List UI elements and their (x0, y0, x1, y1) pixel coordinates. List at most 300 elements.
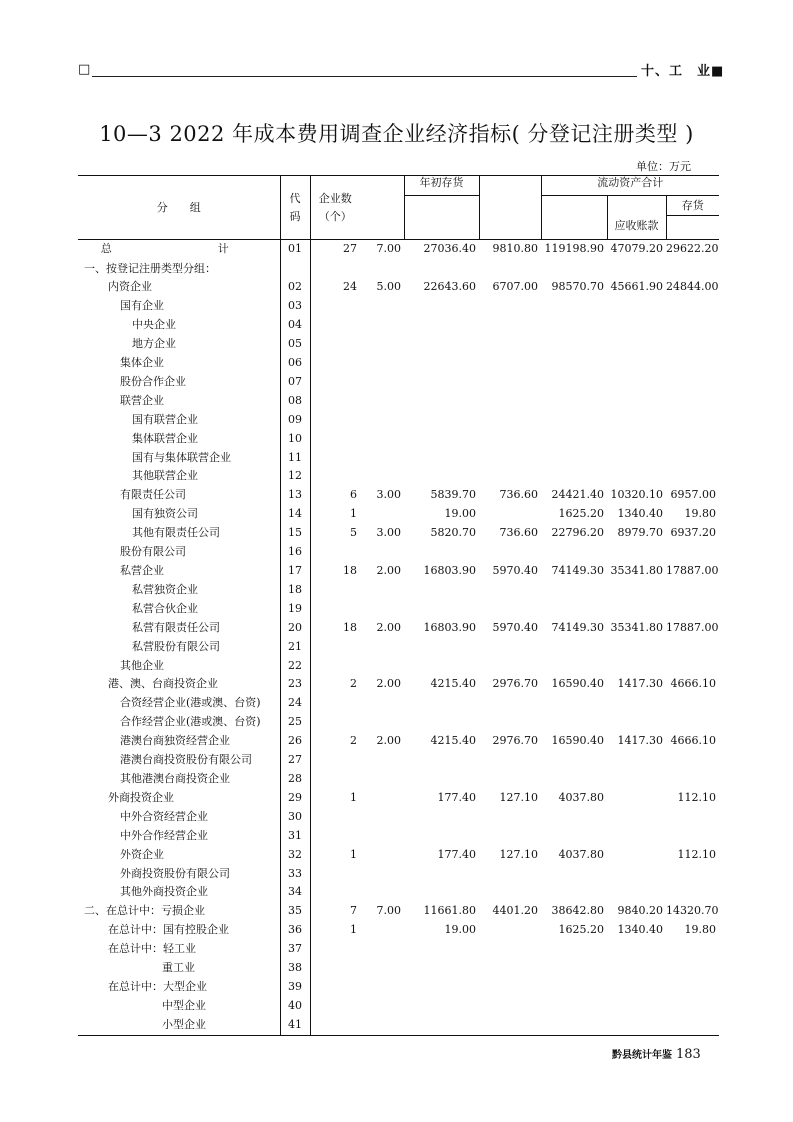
row-value-c7 (666, 297, 719, 316)
row-label: 外商投资股份有限公司 (78, 865, 280, 884)
row-value-c7 (666, 997, 719, 1016)
row-value-c4 (479, 865, 541, 884)
row-value-c5 (541, 638, 607, 657)
row-value-c5 (541, 751, 607, 770)
row-code: 28 (280, 770, 310, 789)
row-value-c5 (541, 997, 607, 1016)
row-value-c7: 112.10 (677, 790, 717, 804)
row-value-c7 (666, 260, 719, 279)
row-value-c4 (479, 316, 541, 335)
row-value-c1 (310, 978, 360, 997)
header-blank-a (360, 176, 404, 240)
row-code: 38 (280, 959, 310, 978)
row-value-c6: 1417.30 (617, 734, 663, 748)
row-value-c1 (310, 770, 360, 789)
row-value-c6 (607, 713, 666, 732)
row-value-c2 (360, 449, 404, 468)
row-value-c1 (310, 449, 360, 468)
yearbook-name: 黔县统计年鉴 (612, 1050, 672, 1061)
row-value-c2: 3.00 (376, 526, 401, 540)
row-value-c1 (310, 430, 360, 449)
row-value-c2 (360, 316, 404, 335)
row-code: 30 (280, 808, 310, 827)
row-value-c2 (360, 411, 404, 430)
row-code: 11 (280, 449, 310, 468)
row-value-c7: 19.80 (684, 507, 717, 521)
row-value-c3: 27036.40 (404, 240, 479, 260)
row-value-c4 (479, 505, 541, 524)
row-value-c2 (360, 430, 404, 449)
row-value-c7 (666, 751, 719, 770)
table-row (78, 600, 719, 619)
row-code: 27 (280, 751, 310, 770)
row-label: 股份合作企业 (78, 373, 280, 392)
row-value-c3: 19.00 (444, 507, 476, 521)
row-value-c1 (310, 392, 360, 411)
row-value-c2: 2.00 (376, 564, 401, 577)
row-label: 中型企业 (78, 997, 280, 1016)
row-value-c5 (541, 657, 607, 676)
row-value-c1 (310, 297, 360, 316)
row-value-c2 (360, 657, 404, 676)
row-value-c7 (666, 354, 719, 373)
row-value-c7: 17887.00 (666, 620, 719, 634)
row-value-c2 (360, 467, 404, 486)
row-value-c2 (360, 940, 404, 959)
header-rule (92, 76, 637, 77)
row-label: 私营股份有限公司 (78, 638, 280, 657)
row-value-c6 (607, 297, 666, 316)
row-value-c4 (479, 770, 541, 789)
row-code: 36 (280, 921, 310, 940)
row-value-c6 (607, 581, 666, 600)
row-value-c5 (541, 713, 607, 732)
table-row (78, 240, 719, 260)
row-value-c3: 4215.40 (430, 677, 476, 691)
row-value-c7: 24844.00 (666, 280, 719, 294)
row-value-c3 (404, 373, 479, 392)
header-blank-c (404, 196, 479, 240)
row-value-c2 (360, 260, 404, 279)
row-value-c2 (360, 770, 404, 789)
row-value-c2 (360, 600, 404, 619)
row-value-c5 (541, 694, 607, 713)
row-value-c2 (360, 354, 404, 373)
row-value-c7 (666, 638, 719, 657)
row-value-c3 (404, 713, 479, 732)
row-value-c2: 5.00 (376, 280, 401, 294)
row-value-c6 (607, 846, 666, 865)
row-value-c7 (666, 865, 719, 884)
header-count-line1: 企业数 (318, 191, 352, 205)
row-value-c5: 16590.40 (551, 677, 604, 691)
table-row (78, 865, 719, 884)
row-label: 港、澳、台商投资企业 (78, 675, 280, 694)
row-value-c3 (404, 827, 479, 846)
row-code: 02 (280, 278, 310, 297)
table-row (78, 562, 719, 581)
row-code: 34 (280, 883, 310, 902)
table-row (78, 619, 719, 638)
table-row (78, 581, 719, 600)
table-header (78, 176, 719, 240)
table-row (78, 392, 719, 411)
row-value-c5 (541, 392, 607, 411)
row-value-c4 (479, 354, 541, 373)
row-value-c6 (607, 770, 666, 789)
row-value-c6 (607, 827, 666, 846)
row-value-c4: 2976.70 (492, 734, 538, 748)
row-value-c3 (404, 543, 479, 562)
table-row (78, 940, 719, 959)
row-value-c7 (666, 883, 719, 902)
row-code: 01 (280, 240, 310, 260)
row-value-c7 (666, 978, 719, 997)
row-value-c3 (404, 940, 479, 959)
row-value-c4 (479, 373, 541, 392)
row-value-c4: 127.10 (499, 790, 538, 804)
row-label: 国有企业 (78, 297, 280, 316)
row-value-c3 (404, 770, 479, 789)
row-value-c6: 35341.80 (610, 620, 663, 634)
row-value-c1: 18 (343, 564, 357, 577)
row-value-c5: 4037.80 (558, 847, 604, 861)
row-value-c7 (666, 449, 719, 468)
row-label: 私营独资企业 (78, 581, 280, 600)
row-label: 国有独资公司 (78, 505, 280, 524)
row-value-c2 (360, 827, 404, 846)
row-code: 18 (280, 581, 310, 600)
row-value-c3 (404, 335, 479, 354)
table-row (78, 921, 719, 940)
row-value-c4 (479, 657, 541, 676)
row-label: 重工业 (78, 959, 280, 978)
row-value-c3 (404, 316, 479, 335)
row-value-c7 (666, 940, 719, 959)
table-row (78, 316, 719, 335)
row-code: 13 (280, 486, 310, 505)
row-value-c4: 9810.80 (479, 240, 541, 260)
row-value-c4 (479, 808, 541, 827)
row-value-c3 (404, 467, 479, 486)
row-value-c1 (310, 657, 360, 676)
header-inventory-start: 年初存货 (404, 176, 479, 196)
row-value-c5 (541, 430, 607, 449)
row-value-c4 (479, 713, 541, 732)
row-code: 26 (280, 732, 310, 751)
row-value-c4 (479, 638, 541, 657)
row-code: 35 (280, 902, 310, 921)
row-value-c3 (404, 883, 479, 902)
row-value-c4 (479, 449, 541, 468)
row-value-c1 (310, 373, 360, 392)
row-value-c2 (360, 751, 404, 770)
row-code: 15 (280, 524, 310, 543)
row-value-c5 (541, 467, 607, 486)
row-value-c4 (479, 940, 541, 959)
header-count-line2: （个） (318, 209, 352, 223)
row-value-c4: 736.60 (499, 488, 538, 502)
row-value-c5: 98570.70 (551, 280, 604, 294)
row-value-c5 (541, 449, 607, 468)
row-value-c3 (404, 694, 479, 713)
row-value-c4 (479, 883, 541, 902)
row-value-c3: 4215.40 (430, 734, 476, 748)
row-label: 小型企业 (78, 1016, 280, 1035)
row-label: 集体企业 (78, 354, 280, 373)
row-value-c7: 4666.10 (670, 734, 717, 748)
row-value-c6 (607, 335, 666, 354)
row-value-c1: 7 (350, 904, 357, 918)
row-value-c5 (541, 354, 607, 373)
row-code: 20 (280, 619, 310, 638)
row-value-c3 (404, 865, 479, 884)
row-value-c1: 1 (350, 507, 357, 521)
row-value-c2 (360, 713, 404, 732)
row-value-c3 (404, 978, 479, 997)
row-value-c5 (541, 581, 607, 600)
header-blank-d (541, 196, 607, 240)
row-value-c5: 16590.40 (551, 734, 604, 748)
row-value-c5 (541, 335, 607, 354)
row-label: 私营企业 (78, 562, 280, 581)
row-label: 外资企业 (78, 846, 280, 865)
row-label: 港澳台商投资股份有限公司 (78, 751, 280, 770)
table-row (78, 808, 719, 827)
row-value-c6 (607, 638, 666, 657)
row-code: 37 (280, 940, 310, 959)
row-code: 24 (280, 694, 310, 713)
row-value-c6 (607, 449, 666, 468)
row-value-c5: 38642.80 (551, 904, 604, 918)
row-value-c5: 74149.30 (551, 564, 604, 577)
row-code: 08 (280, 392, 310, 411)
row-value-c4 (479, 959, 541, 978)
row-code: 05 (280, 335, 310, 354)
row-value-c1: 6 (350, 488, 357, 502)
row-value-c6 (607, 373, 666, 392)
row-value-c5 (541, 808, 607, 827)
table-row (78, 373, 719, 392)
table-row (78, 354, 719, 373)
row-value-c4 (479, 600, 541, 619)
row-value-c7 (666, 959, 719, 978)
row-value-c4: 5970.40 (492, 620, 538, 634)
row-value-c2 (360, 373, 404, 392)
table-row (78, 827, 719, 846)
row-code: 10 (280, 430, 310, 449)
unit-label: 单位：万元 (636, 160, 691, 173)
row-value-c2: 2.00 (376, 734, 401, 748)
row-value-c1: 1 (350, 847, 357, 861)
row-code: 40 (280, 997, 310, 1016)
row-value-c1 (310, 581, 360, 600)
row-value-c6 (607, 808, 666, 827)
row-value-c6 (607, 940, 666, 959)
row-value-c6: 10320.10 (610, 488, 663, 502)
row-value-c7 (666, 657, 719, 676)
table-row (78, 411, 719, 430)
row-value-c6: 1417.30 (617, 677, 663, 691)
table-row (78, 789, 719, 808)
row-value-c5 (541, 1016, 607, 1035)
row-value-c7 (666, 581, 719, 600)
row-value-c5 (541, 865, 607, 884)
row-value-c1 (310, 997, 360, 1016)
table-row (78, 675, 719, 694)
row-value-c2 (360, 297, 404, 316)
section-label: 十、工 业■ (641, 64, 725, 79)
row-value-c7 (666, 808, 719, 827)
row-value-c4 (479, 581, 541, 600)
table-row (78, 543, 719, 562)
table-row (78, 505, 719, 524)
row-value-c7 (666, 1016, 719, 1035)
row-label: 内资企业 (78, 278, 280, 297)
row-value-c1 (310, 751, 360, 770)
row-value-c1 (310, 827, 360, 846)
row-value-c1 (310, 467, 360, 486)
row-value-c1 (310, 600, 360, 619)
row-value-c2: 7.00 (376, 904, 401, 918)
table-row (78, 997, 719, 1016)
row-value-c6 (607, 260, 666, 279)
table-row (78, 467, 719, 486)
row-label: 股份有限公司 (78, 543, 280, 562)
row-value-c1 (310, 865, 360, 884)
header-box-glyph: □ (78, 62, 91, 77)
row-value-c4 (479, 827, 541, 846)
row-value-c7: 4666.10 (670, 677, 717, 691)
row-value-c2 (360, 997, 404, 1016)
row-value-c7: 6937.20 (670, 526, 717, 540)
row-value-c1 (310, 260, 360, 279)
row-value-c2: 2.00 (376, 677, 401, 691)
row-value-c2 (360, 392, 404, 411)
row-label: 地方企业 (78, 335, 280, 354)
row-value-c3 (404, 959, 479, 978)
row-value-c4 (479, 335, 541, 354)
row-value-c2 (360, 865, 404, 884)
row-value-c7 (666, 713, 719, 732)
row-value-c4 (479, 694, 541, 713)
row-code: 23 (280, 675, 310, 694)
row-value-c1 (310, 959, 360, 978)
row-value-c5 (541, 770, 607, 789)
table-row (78, 694, 719, 713)
row-value-c3 (404, 411, 479, 430)
row-value-c5: 4037.80 (558, 790, 604, 804)
row-value-c5: 24421.40 (551, 488, 604, 502)
row-label: 二、在总计中：亏损企业 (78, 902, 280, 921)
row-value-c7 (666, 694, 719, 713)
row-code: 12 (280, 467, 310, 486)
row-code: 21 (280, 638, 310, 657)
row-label: 合资经营企业(港或澳、台资) (78, 694, 280, 713)
row-label: 国有与集体联营企业 (78, 449, 280, 468)
table-row (78, 751, 719, 770)
row-value-c4 (479, 411, 541, 430)
row-code: 25 (280, 713, 310, 732)
row-value-c3: 22643.60 (423, 280, 476, 294)
row-value-c7 (666, 543, 719, 562)
row-value-c6 (607, 789, 666, 808)
row-value-c4 (479, 997, 541, 1016)
row-value-c5 (541, 260, 607, 279)
row-value-c5: 1625.20 (558, 923, 604, 937)
row-value-c1: 1 (350, 790, 357, 804)
row-value-c4 (479, 1016, 541, 1035)
row-value-c2 (360, 505, 404, 524)
row-value-c6 (607, 600, 666, 619)
row-value-c4 (479, 392, 541, 411)
row-value-c4 (479, 921, 541, 940)
row-code: 19 (280, 600, 310, 619)
row-value-c7 (666, 430, 719, 449)
row-value-c1 (310, 543, 360, 562)
row-value-c5 (541, 411, 607, 430)
row-label: 在总计中：国有控股企业 (78, 921, 280, 940)
row-value-c7 (666, 335, 719, 354)
header-code (280, 176, 310, 240)
table-row (78, 486, 719, 505)
row-value-c6: 47079.20 (607, 240, 666, 260)
table-row (78, 449, 719, 468)
row-value-c1 (310, 1016, 360, 1035)
row-value-c4 (479, 297, 541, 316)
row-value-c6: 9840.20 (617, 904, 663, 918)
row-value-c1: 5 (350, 526, 357, 540)
row-value-c3 (404, 392, 479, 411)
row-label: 私营有限责任公司 (78, 619, 280, 638)
row-value-c1: 24 (343, 280, 357, 294)
row-code: 39 (280, 978, 310, 997)
row-value-c6: 8979.70 (617, 526, 663, 540)
row-value-c7: 14320.70 (666, 904, 719, 918)
row-value-c6 (607, 316, 666, 335)
table-row (78, 732, 719, 751)
row-code: 14 (280, 505, 310, 524)
table-body (78, 240, 719, 1036)
page-number: 183 (676, 1047, 701, 1062)
row-label: 私营合伙企业 (78, 600, 280, 619)
row-value-c7 (666, 600, 719, 619)
row-value-c4 (479, 978, 541, 997)
row-value-c5 (541, 373, 607, 392)
row-code: 03 (280, 297, 310, 316)
row-value-c3: 5839.70 (430, 488, 476, 502)
row-value-c5 (541, 543, 607, 562)
row-value-c5: 22796.20 (551, 526, 604, 540)
row-value-c3 (404, 751, 479, 770)
data-table (78, 175, 719, 1036)
row-value-c3: 5820.70 (430, 526, 476, 540)
row-value-c1 (310, 411, 360, 430)
row-value-c1 (310, 638, 360, 657)
row-value-c1: 2 (350, 677, 357, 691)
row-value-c6 (607, 883, 666, 902)
row-code: 06 (280, 354, 310, 373)
row-value-c5: 119198.90 (541, 240, 607, 260)
row-label: 在总计中：大型企业 (78, 978, 280, 997)
row-value-c3 (404, 600, 479, 619)
row-value-c2 (360, 959, 404, 978)
row-value-c5 (541, 297, 607, 316)
row-value-c3 (404, 260, 479, 279)
row-value-c6 (607, 997, 666, 1016)
header-count (310, 176, 360, 240)
row-value-c3 (404, 297, 479, 316)
